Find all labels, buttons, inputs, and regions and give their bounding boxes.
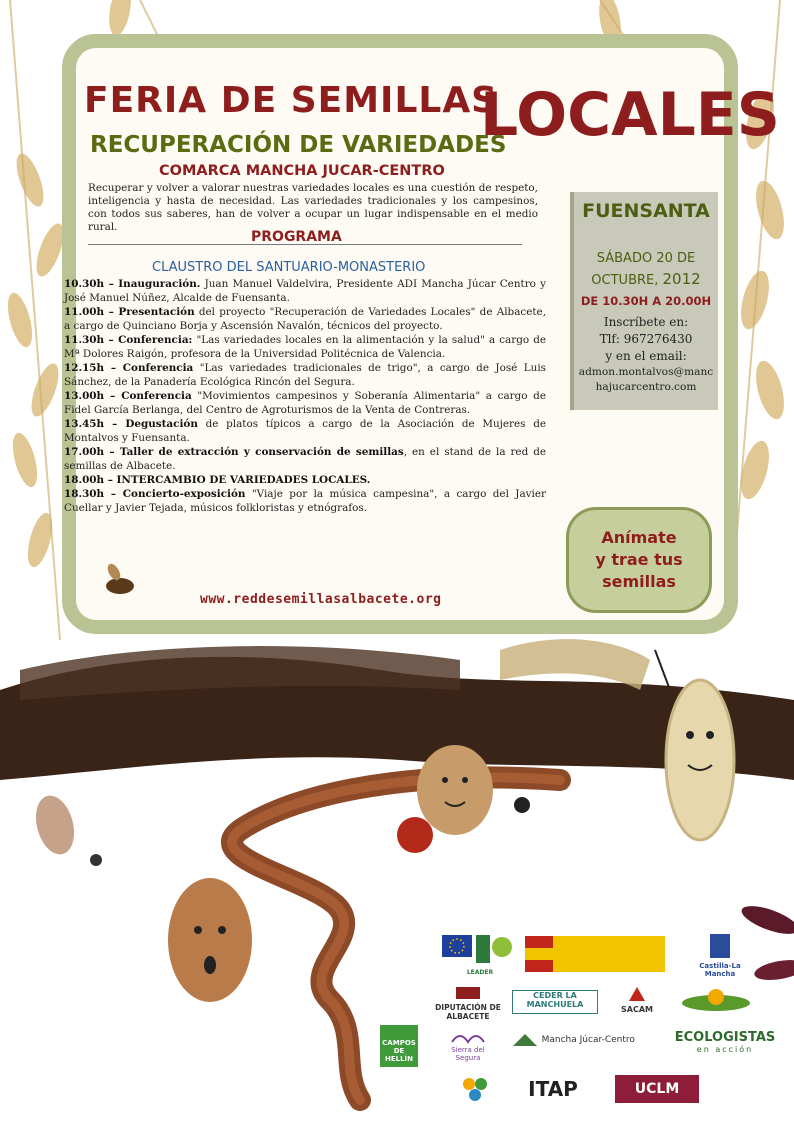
email-address: admon.montalvos@manchajucarcentro.com: [578, 366, 714, 393]
program-text: "Las variedades tradicionales de trigo", a cargo de José Luis Sánchez, de la Panadería Ecológica Rincón del Segura.: [64, 362, 546, 388]
program-item: [64, 277, 546, 305]
program-text: de platos típicos a cargo de la Asociación de Mujeres de Montalvos y Fuensanta.: [64, 418, 546, 444]
date-line1: SÁBADO 20 DE: [596, 251, 696, 266]
bean-character: [397, 745, 493, 853]
website-link[interactable]: www.reddesemillasalbacete.org: [200, 592, 442, 607]
phone-number: Tlf: 967276430: [599, 332, 693, 346]
cta-badge: [566, 507, 712, 613]
signup-label: Inscríbete en:: [603, 315, 689, 329]
program-item: [64, 305, 546, 333]
program-time: 17.00h: [64, 446, 105, 458]
castilla-la-mancha-logo: Castilla-La Mancha: [690, 932, 750, 976]
subtitle: RECUPERACIÓN DE VARIEDADES: [90, 132, 507, 158]
uclm-logo: UCLM: [615, 1075, 699, 1103]
program-time: 13.00h: [64, 390, 105, 402]
title-line1: FERIA DE SEMILLAS: [84, 80, 499, 121]
program-time: 18.00h: [64, 474, 105, 486]
program-time: 11.30h: [64, 334, 105, 346]
program-bold: – Conferencia: [104, 362, 194, 374]
contact-info: [574, 314, 718, 365]
program-item: [64, 333, 546, 361]
program-text: "Movimientos campesinos y Soberanía Alimentaria" a cargo de Fidel García Berlanga, del Centro de Agroturismos de la Venta de Contreras.: [64, 390, 546, 416]
venue-heading: CLAUSTRO DEL SANTUARIO-MONASTERIO: [152, 260, 426, 275]
program-bold: – Presentación: [104, 306, 195, 318]
program-time: 18.30h: [64, 488, 105, 500]
date-line2: OCTUBRE, 2012: [591, 270, 701, 288]
comarca-title: COMARCA MANCHA JUCAR-CENTRO: [159, 163, 445, 179]
program-bold: – Taller de extracción y conservación de semillas: [104, 446, 404, 458]
seed-icon: [100, 560, 140, 600]
email-label: y en el email:: [605, 349, 687, 363]
program-time: 12.15h: [64, 362, 105, 374]
sacam-logo: SACAM: [608, 985, 666, 1015]
programa-heading: PROGRAMA: [251, 229, 342, 245]
almond-character: [168, 878, 252, 1002]
program-bold: – Inauguración.: [104, 278, 201, 290]
place-name: FUENSANTA: [582, 200, 710, 222]
event-hours: DE 10.30H A 20.00H: [580, 294, 712, 308]
ministerio-logo: [525, 936, 665, 972]
program-bold: – Conferencia: [104, 390, 192, 402]
program-text: Juan Manuel Valdelvira, Presidente ADI Mancha Júcar Centro y José Manuel Núñez, Alcalde de Fuensanta.: [64, 278, 546, 304]
mancha-jucar-centro-logo: Mancha Júcar-Centro: [508, 1030, 638, 1056]
program-bold: – INTERCAMBIO DE VARIEDADES LOCALES.: [104, 474, 371, 486]
program-text: , en el stand de la red de semillas de Albacete.: [64, 446, 546, 472]
program-bold: – Conferencia:: [104, 334, 193, 346]
program-item: [64, 487, 546, 515]
program-time: 11.00h: [64, 306, 105, 318]
program-item: [64, 417, 546, 445]
program-text: "Las variedades locales en la alimentación y la salud" a cargo de Mª Dolores Raigón, profesora de la Universidad Politécnica de Valencia.: [64, 334, 546, 360]
program-time: 10.30h: [64, 278, 105, 290]
program-bold: – Concierto-exposición: [104, 488, 246, 500]
program-time: 13.45h: [64, 418, 105, 430]
intro-paragraph: Recuperar y volver a valorar nuestras variedades locales es una cuestión de respeto, inteligencia y hasta de necesidad. Las variedades tradicionales y los campesinos, con todos sus saberes, han de volver a ocupar un lugar indispensable en el medio rural.: [88, 182, 538, 233]
kidney-bean-character: [30, 791, 102, 866]
cta-text: Anímate y trae tus semillas: [595, 528, 683, 591]
ecologistas-logo: ECOLOGISTAS en acción: [674, 1030, 776, 1054]
program-bold: – Degustación: [104, 418, 198, 430]
eu-leader-logo: LEADER: [440, 933, 520, 975]
program-list: [64, 277, 546, 515]
title-big: LOCALES: [480, 80, 780, 150]
program-item: [64, 389, 546, 417]
event-info-box: [570, 192, 718, 410]
colorful-dots-logo: [455, 1070, 495, 1110]
diputacion-logo: DIPUTACIÓN DE ALBACETE: [418, 985, 518, 1013]
program-text: "Viaje por la música campesina", a cargo del Javier Cuellar y Javier Tejada, músicos folkloristas y etnógrafos.: [64, 488, 546, 514]
program-item: [64, 445, 546, 473]
itap-logo: ITAP: [528, 1077, 578, 1101]
program-item: [64, 361, 546, 389]
sun-landscape-logo: [680, 985, 752, 1011]
sierra-segura-logo: Sierra del Segura: [440, 1030, 496, 1060]
program-item: [64, 473, 546, 487]
date-year: 2012: [662, 270, 701, 288]
ceder-logo: CEDER LA MANCHUELA: [512, 990, 598, 1014]
event-date: [574, 248, 718, 312]
divider: [88, 244, 522, 245]
campos-hellin-logo: CAMPOS DE HELLÍN: [380, 1025, 418, 1067]
pumpkin-seed-character: [655, 650, 734, 840]
program-text: del proyecto "Recuperación de Variedades Locales" de Albacete, a cargo de Quinciano Borja y Ascensión Navalón, técnicos del proyecto.: [64, 306, 546, 332]
